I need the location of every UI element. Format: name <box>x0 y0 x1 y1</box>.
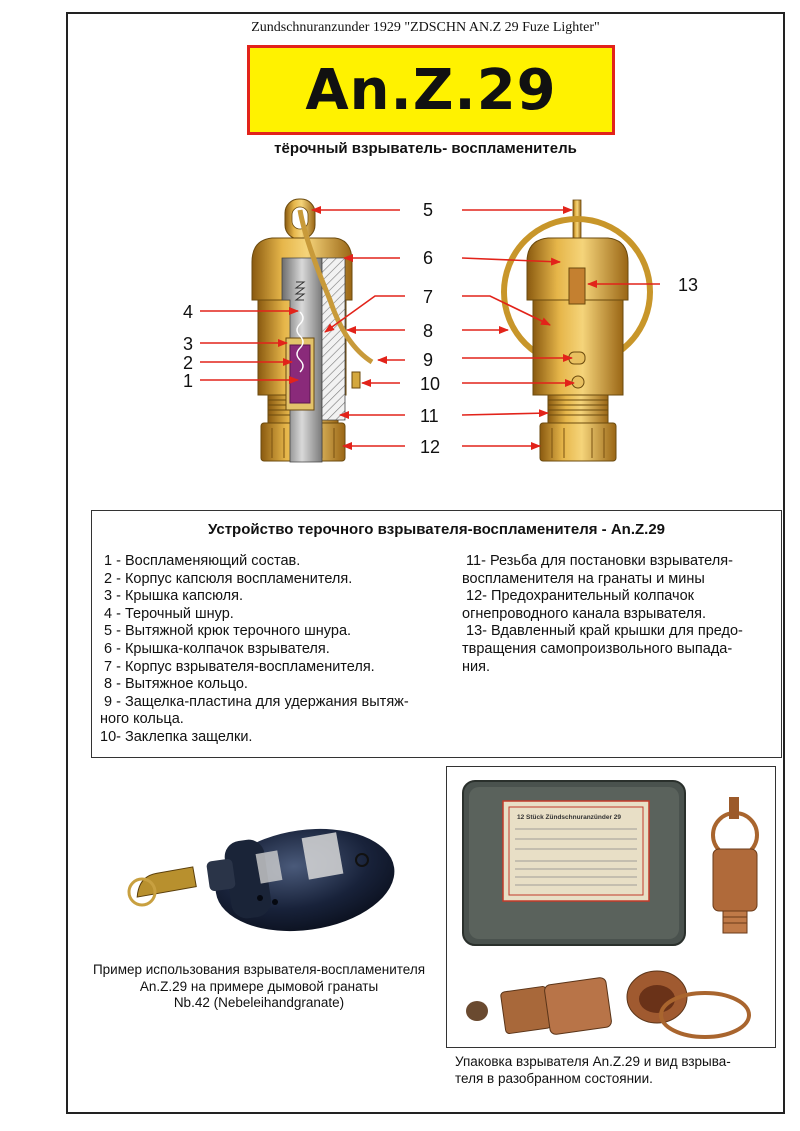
callout-5: 5 <box>423 200 434 220</box>
callout-11: 11 <box>420 406 439 426</box>
callout-8: 8 <box>423 321 434 341</box>
callout-4: 4 <box>183 302 194 322</box>
legend-item: 10- Заклепка защелки. <box>100 728 253 745</box>
callout-12: 12 <box>420 437 441 457</box>
legend-item: 9 - Защелка-пластина для удержания вытяж- ного кольца. <box>100 693 409 728</box>
legend-item: 7 - Корпус взрывателя-воспламенителя. <box>100 658 375 675</box>
packaging-caption: Упаковка взрывателя An.Z.29 и вид взрыва- теля в разобранном состоянии. <box>455 1054 731 1086</box>
legend-item: 8 - Вытяжное кольцо. <box>100 676 248 693</box>
legend-left-column <box>100 553 455 747</box>
legend-item: 5 - Вытяжной крюк терочного шнура. <box>100 623 352 640</box>
exterior-fuze <box>504 200 650 461</box>
legend-item: 4 - Терочный шнур. <box>100 605 234 622</box>
smoke-grenade-photo <box>100 810 420 950</box>
legend-title: Устройство терочного взрывателя-воспламенителя - An.Z.29 <box>207 521 666 538</box>
grenade-caption: Пример использования взрывателя-воспламенителя An.Z.29 на примере дымовой гранаты Nb.42 (Nebeleihandgranate) <box>92 962 426 1010</box>
callout-6: 6 <box>423 248 434 268</box>
box-label-title: 12 Stück Zündschnuranzünder 29 <box>517 814 622 821</box>
page-subtitle: тёрочный взрыватель- воспламенитель <box>274 140 577 157</box>
callout-7: 7 <box>423 287 434 307</box>
legend-right-column <box>462 553 780 676</box>
callout-13: 13 <box>678 275 699 295</box>
legend-item: 11- Резьба для постановки взрывателя- воспламенителя на гранаты и мины <box>462 553 733 587</box>
legend-item: 3 - Крышка капсюля. <box>100 588 244 605</box>
top-caption: Zundschnuranzunder 1929 "ZDSCHN AN.Z 29 Fuze Lighter" <box>251 20 600 35</box>
page-title: An.Z.29 <box>305 57 557 123</box>
fuze-diagram <box>0 0 800 500</box>
callout-3: 3 <box>183 334 194 354</box>
packaging-photo <box>447 767 775 1047</box>
legend-item: 1 - Воспламеняющий состав. <box>100 553 301 569</box>
legend-item: 6 - Крышка-колпачок взрывателя. <box>100 640 330 657</box>
legend-item: 12- Предохранительный колпачок огнепроводного канала взрывателя. <box>462 588 707 622</box>
callout-10: 10 <box>420 374 441 394</box>
legend-item: 13- Вдавленный край крышки для предо- твращения самопроизвольного выпада- ния. <box>462 623 743 675</box>
legend-box <box>91 510 782 758</box>
packaging-photo-box <box>446 766 776 1048</box>
callout-1: 1 <box>183 371 194 391</box>
legend-item: 2 - Корпус капсюля воспламенителя. <box>100 570 353 587</box>
callout-9: 9 <box>423 350 434 370</box>
callout-2: 2 <box>183 353 194 373</box>
